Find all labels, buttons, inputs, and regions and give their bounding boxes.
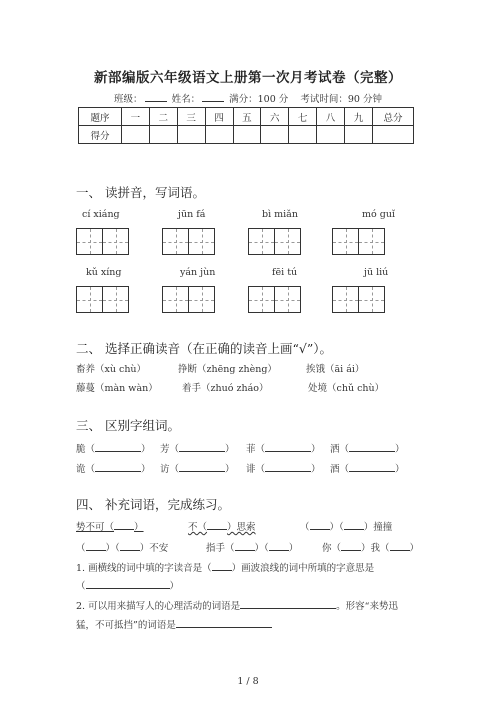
question-1-answer[interactable]: （ ） [76, 581, 180, 592]
word-item[interactable]: 诽（ ） [246, 464, 321, 475]
word-item[interactable]: 菲（ ） [246, 444, 321, 455]
header-cell: 四 [205, 108, 233, 126]
word-item[interactable]: 访（ ） [160, 464, 235, 475]
section-1-heading: 一、 读拼音，写词语。 [76, 185, 205, 200]
writing-grid[interactable] [332, 286, 385, 313]
question-2[interactable]: 2. 可以用来描写人的心理活动的词语是 。形容“来势迅 [76, 601, 398, 612]
score-cell[interactable] [317, 126, 345, 144]
writing-grid[interactable] [76, 228, 129, 255]
writing-grid[interactable] [76, 286, 129, 313]
name-blank [202, 93, 224, 102]
score-table [78, 107, 414, 144]
idiom-fill[interactable]: 你（ ）我（ ） [322, 543, 420, 554]
header-cell: 二 [149, 108, 177, 126]
time-label: 考试时间：90 分钟 [300, 94, 382, 105]
pinyin-label: yán jùn [180, 267, 216, 278]
section-3-heading: 三、 区别字组词。 [76, 418, 180, 433]
reading-choice[interactable]: 藤蔓（màn wàn） [76, 383, 158, 394]
score-cell[interactable] [345, 126, 373, 144]
writing-grid[interactable] [162, 286, 215, 313]
word-item[interactable]: 洒（ ） [330, 444, 405, 455]
header-cell: 七 [289, 108, 317, 126]
idiom-fill[interactable]: 势不可（ ） [76, 522, 144, 533]
class-blank [145, 93, 167, 102]
pinyin-label: jū liú [364, 267, 389, 278]
writing-grid[interactable] [248, 286, 301, 313]
word-item[interactable]: 诡（ ） [76, 464, 151, 475]
header-cell: 六 [261, 108, 289, 126]
header-cell: 一 [122, 108, 150, 126]
pinyin-label: jūn fá [178, 209, 206, 220]
idiom-fill[interactable]: 指手（ ）（ ） [206, 543, 299, 554]
score-cell[interactable] [261, 126, 289, 144]
question-2-cont[interactable]: 猛，不可抵挡”的词语是 [76, 617, 272, 631]
score-header-row [79, 108, 414, 126]
section-4-heading: 四、 补充词语，完成练习。 [76, 497, 230, 512]
score-cell[interactable] [373, 126, 414, 144]
word-item[interactable]: 脆（ ） [76, 444, 151, 455]
reading-choice[interactable]: 挣断（zhēng zhèng） [178, 364, 277, 375]
row-label: 得分 [79, 126, 122, 144]
writing-grid[interactable] [162, 228, 215, 255]
score-cell[interactable] [205, 126, 233, 144]
header-cell: 五 [233, 108, 261, 126]
score-cell[interactable] [122, 126, 150, 144]
page-title: 新部编版六年级语文上册第一次月考试卷（完整） [94, 70, 402, 86]
score-cell[interactable] [149, 126, 177, 144]
score-label: 满分：100 分 [229, 94, 289, 105]
reading-choice[interactable]: 畜养（xù chù） [76, 364, 147, 375]
class-label: 班级： [114, 94, 143, 105]
pinyin-label: kǔ xíng [86, 267, 122, 278]
idiom-fill[interactable]: （ ）（ ）撞撞 [300, 522, 393, 533]
word-item[interactable]: 芳（ ） [160, 444, 235, 455]
header-cell: 总分 [373, 108, 414, 126]
idiom-fill[interactable]: 不（ ）思索 [188, 522, 256, 533]
idiom-fill[interactable]: （ ）（ ）不安 [76, 543, 169, 554]
exam-info [0, 91, 496, 105]
writing-grid[interactable] [332, 228, 385, 255]
name-label: 姓名： [171, 94, 201, 105]
reading-choice[interactable]: 处境（chǔ chù） [308, 383, 385, 394]
score-cell[interactable] [233, 126, 261, 144]
pinyin-label: cí xiáng [82, 209, 120, 220]
writing-grid[interactable] [248, 228, 301, 255]
score-value-row [79, 126, 414, 144]
page-number: 1 / 8 [237, 676, 259, 687]
header-cell: 八 [317, 108, 345, 126]
header-cell: 九 [345, 108, 373, 126]
score-cell[interactable] [177, 126, 205, 144]
reading-choice[interactable]: 挨饿（āi ái） [306, 364, 365, 375]
word-item[interactable]: 酒（ ） [330, 464, 405, 475]
question-1[interactable]: 1. 画横线的词中填的字读音是（ ）画波浪线的词中所填的字意思是 [76, 563, 375, 574]
header-cell: 题序 [79, 108, 122, 126]
header-cell: 三 [177, 108, 205, 126]
pinyin-label: fēi tú [272, 267, 298, 278]
section-2-heading: 二、 选择正确读音（在正确的读音上画“√”）。 [76, 341, 332, 356]
pinyin-label: bì miǎn [262, 209, 298, 220]
score-cell[interactable] [289, 126, 317, 144]
reading-choice[interactable]: 着手（zhuó zháo） [182, 383, 269, 394]
pinyin-label: mó guǐ [362, 209, 395, 220]
